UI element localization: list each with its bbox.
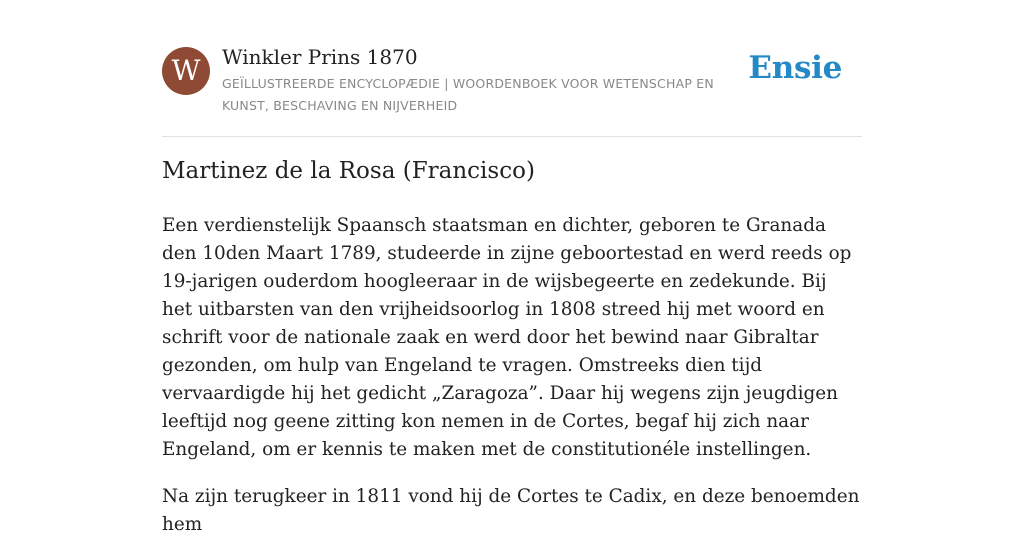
article-title: Martinez de la Rosa (Francisco) bbox=[162, 158, 535, 184]
source-title[interactable]: Winkler Prins 1870 bbox=[222, 45, 418, 69]
article-paragraph: Een verdienstelijk Spaansch staatsman en dichter, geboren te Granada den 10den Maart 1789, studeerde in zijne geboortestad en werd reeds op 19-jarigen ouderdom hoogleeraar in de wijsbegeerte en zedekunde. Bij het uitbarsten van den vrijheidsoorlog in 1808 streed hij met woord en schrift voor de nationale zaak en werd door het bewind naar Gibraltar gezonden, om hulp van Engeland te vragen. Omstreeks dien tijd vervaardigde hij het gedicht „Zaragoza”. Daar hij wegens zijn jeugdigen leeftijd nog geene zitting kon nemen in de Cortes, begaf hij zich naar Engeland, om er kennis te maken met de constitutionéle instellingen. bbox=[162, 215, 852, 460]
source-subtitle: GEÏLLUSTREERDE ENCYCLOPÆDIE | WOORDENBOEK VOOR WETENSCHAP EN KUNST, BESCHAVING EN NIJVERHEID bbox=[222, 76, 714, 113]
brand-logo[interactable]: Ensie bbox=[748, 50, 842, 86]
article-paragraph: Na zijn terugkeer in 1811 vond hij de Cortes te Cadix, en deze benoemden hem bbox=[162, 486, 860, 535]
article-body bbox=[162, 212, 862, 558]
source-header bbox=[162, 44, 862, 137]
source-avatar[interactable]: W bbox=[162, 47, 210, 95]
